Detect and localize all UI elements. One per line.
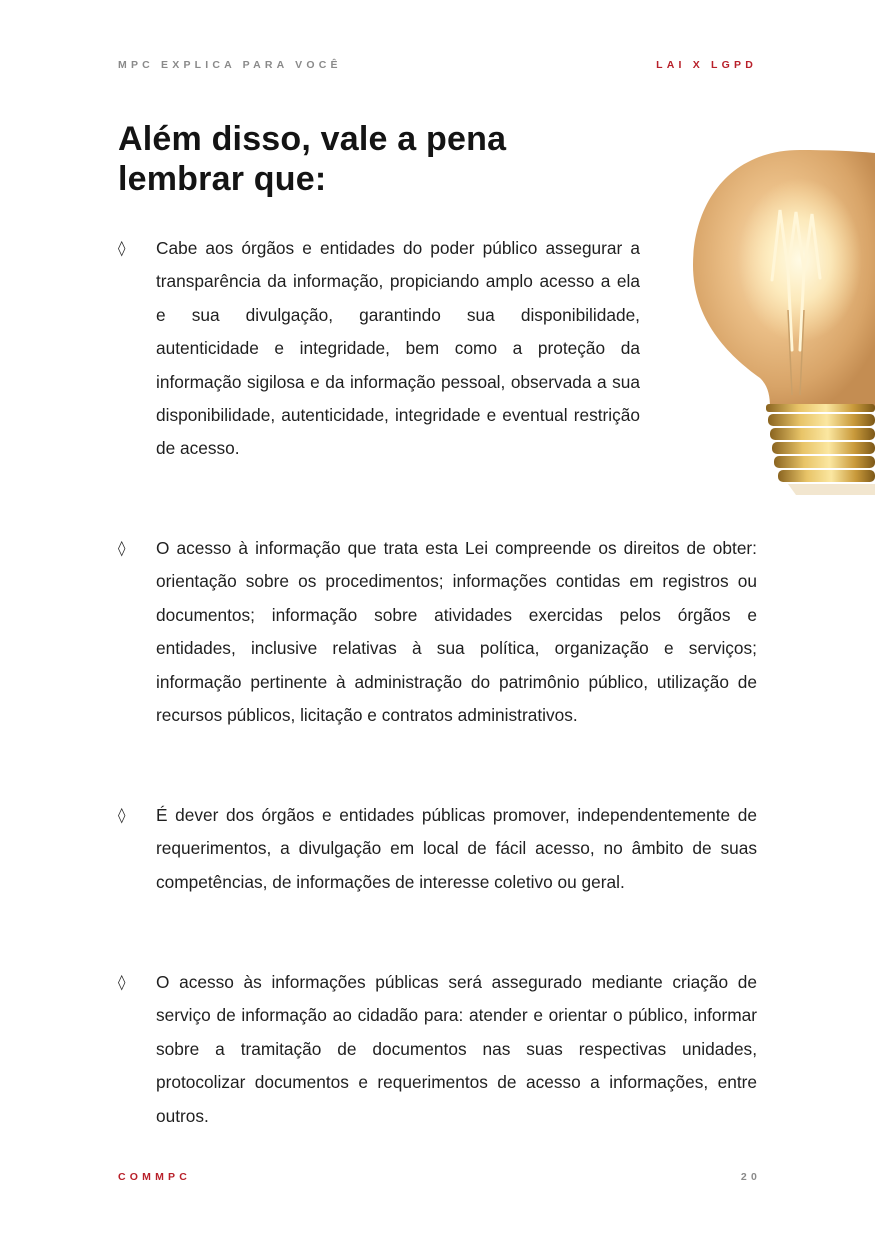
header-right-label: LAI X LGPD bbox=[656, 59, 757, 71]
diamond-bullet-icon: ◊ bbox=[118, 806, 126, 824]
light-bulb-image bbox=[688, 150, 875, 495]
page-title: Além disso, vale a pena lembrar que: bbox=[118, 120, 507, 198]
list-item-text: É dever dos órgãos e entidades públicas promover, independentemente de requerimentos, a divulgação em local de fácil acesso, no âmbito de suas competências, de informações de interesse coletivo ou geral. bbox=[156, 805, 757, 892]
footer-left-label: COMMPC bbox=[118, 1171, 192, 1183]
page-number: 20 bbox=[740, 1171, 761, 1183]
diamond-bullet-icon: ◊ bbox=[118, 539, 126, 557]
header-left-label: MPC EXPLICA PARA VOCÊ bbox=[118, 59, 342, 71]
diamond-bullet-icon: ◊ bbox=[118, 239, 126, 257]
diamond-bullet-icon: ◊ bbox=[118, 973, 126, 991]
list-item-text: Cabe aos órgãos e entidades do poder público assegurar a transparência da informação, propiciando amplo acesso a ela e sua divulgação, garantindo sua disponibilidade, autenticidade e integridade, bem como a proteção da informação sigilosa e da informação pessoal, observada a sua disponibilidade, autenticidade, integridade e eventual restrição de acesso. bbox=[156, 238, 640, 459]
list-item-text: O acesso à informação que trata esta Lei compreende os direitos de obter: orientação sobre os procedimentos; informações contidas em registros ou documentos; informação sobre atividades exercidas pelos órgãos e entidades, inclusive relativas à sua política, organização e serviços; informação pertinente à administração do patrimônio público, utilização de recursos públicos, licitação e contratos administrativos. bbox=[156, 538, 757, 726]
list-item-text: O acesso às informações públicas será assegurado mediante criação de serviço de informação ao cidadão para: atender e orientar o público, informar sobre a tramitação de documentos nas suas respectivas unidades, protocolizar documentos e requerimentos de acesso a informações, entre outros. bbox=[156, 972, 757, 1126]
